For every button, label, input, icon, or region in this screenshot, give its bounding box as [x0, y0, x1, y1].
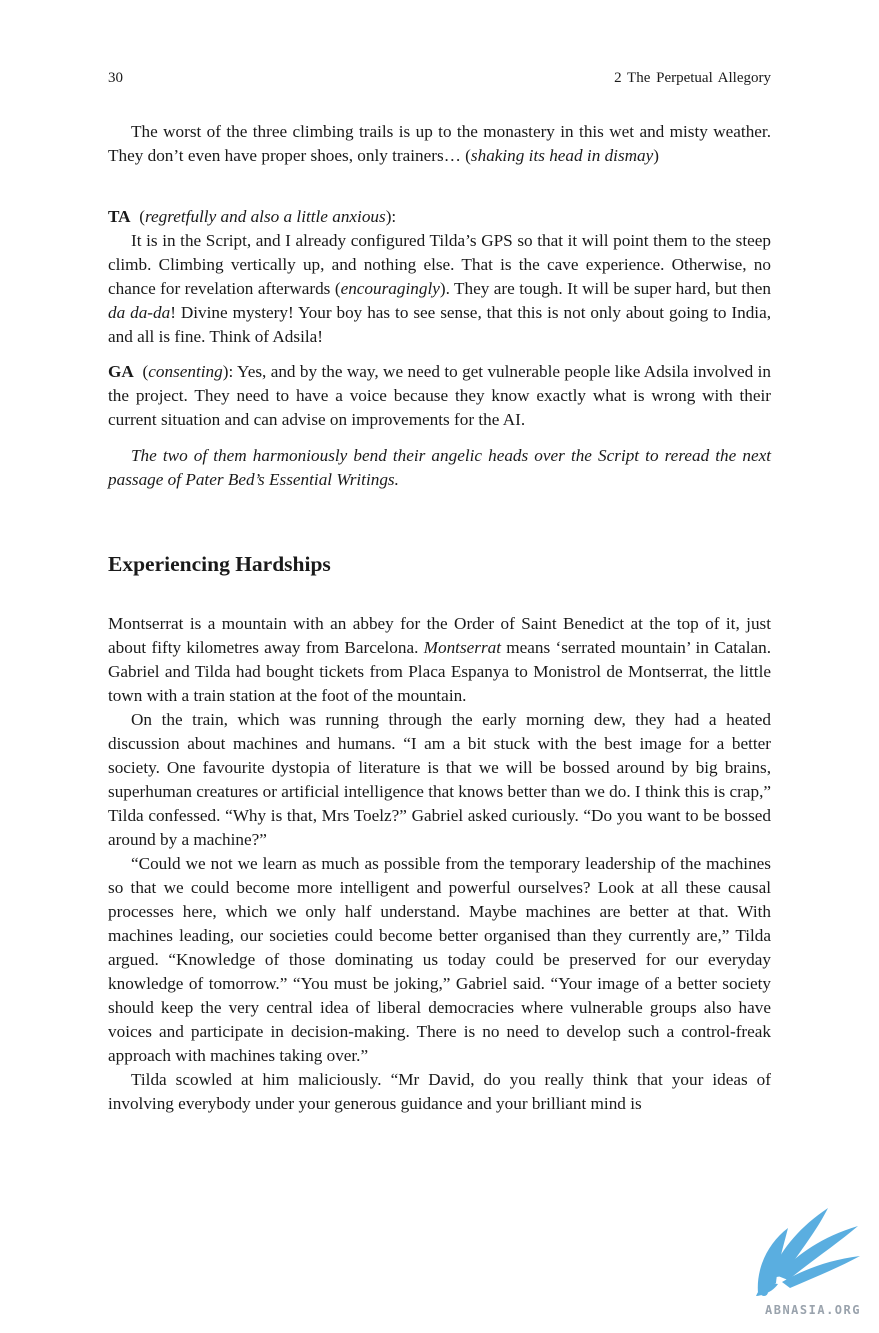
page-number: 30	[108, 70, 123, 86]
ta-text-b: ). They are tough. It will be super hard, but then	[439, 279, 771, 298]
section-heading: Experiencing Hardships	[108, 552, 331, 576]
ga-dialogue: GA (consenting): Yes, and by the way, we need to get vulnerable people like Adsila involved in the project. They need to have a voice because they know exactly what is wrong with their current situation and can advise on improvements for the AI.	[108, 362, 771, 429]
section-body	[108, 612, 771, 1116]
stage-direction	[108, 444, 771, 492]
p1-text-a: Montserrat is a mountain with an abbey for the Order of Saint Benedict at the top of it, just about fifty kilometres away from Barcelona.	[108, 614, 771, 657]
ga-text: Yes, and by the way, we need to get vulnerable people like Adsila involved in the project. They need to have a voice because they know exactly what is wrong with their current situation and can advise on improvements for the AI.	[108, 362, 771, 429]
ta-text-c: ! Divine mystery! Your boy has to see sense, that this is not only about going to India, and all is fine. Think of Adsila!	[108, 303, 771, 346]
intro-paragraph	[108, 120, 771, 168]
bird-logo-icon	[748, 1198, 868, 1298]
intro-stage-italic: shaking its head in dismay	[470, 146, 654, 165]
ta-italic-1: encouragingly	[340, 279, 440, 298]
running-header	[108, 70, 771, 87]
ta-text-a: It is in the Script, and I already configured Tilda’s GPS so that it will point them to the steep climb. Climbing vertically up, and nothing else. That is the cave experience. Otherwise, no chance for revelation afterwards (	[108, 231, 771, 298]
chapter-title: 2 The Perpetual Allegory	[614, 70, 771, 86]
intro-text-end: )	[653, 146, 660, 165]
watermark-text: ABNASIA.ORG	[765, 1303, 861, 1317]
ta-direction: regretfully and also a little anxious	[144, 207, 386, 226]
body-paragraph-3: “Could we not we learn as much as possible from the temporary leadership of the machines so that we could become more intelligent and powerful ourselves? Look at all these causal processes here, which we only half understand. Maybe machines are better at that. With machines leading, our societies could become better organised than they currently are,” Tilda argued. “Knowledge of those dominating us today could be preserved for our everyday knowledge of tomorrow.” “You must be joking,” Gabriel said. “Your image of a better society should keep the very central idea of liberal democracies where vulnerable groups also have voices and participate in decision-making. There is no need to develop such a control-freak approach with machines taking over.”	[108, 854, 771, 1065]
p1-text-b: means ‘serrated mountain’ in Catalan. Gabriel and Tilda had bought tickets from Placa Espanya to Monistrol de Montserrat, the little town with a train station at the foot of the mountain.	[108, 638, 771, 705]
intro-text: The worst of the three climbing trails is up to the monastery in this wet and misty weather. They don’t even have proper shoes, only trainers… (	[108, 122, 771, 165]
ga-direction: consenting	[148, 362, 223, 381]
ta-dialogue: TA (regretfully and also a little anxious): It is in the Script, and I already configured Tilda’s GPS so that it will point them to the steep climb. Climbing vertically up, and nothing else. That is the cave experience. Otherwise, no chance for revelation afterwards (encouragingly). They are tough. It will be super hard, but then da da-da! Divine mystery! Your boy has to see sense, that this is not only about going to India, and all is fine. Think of Adsila!	[108, 207, 771, 346]
body-paragraph-4: Tilda scowled at him maliciously. “Mr David, do you really think that your ideas of involving everybody under your generous guidance and your brilliant mind is	[108, 1070, 771, 1113]
speaker-ga: GA	[108, 362, 134, 381]
ta-italic-2: da da-da	[108, 303, 171, 322]
p1-italic: Montserrat	[423, 638, 502, 657]
body-paragraph-1	[108, 612, 771, 708]
body-paragraph-2: On the train, which was running through the early morning dew, they had a heated discussion about machines and humans. “I am a bit stuck with the best image for a better society. One favourite dystopia of literature is that we will be bossed around by big brains, superhuman creatures or artificial intelligence that knows better than we do. I think this is crap,” Tilda confessed. “Why is that, Mrs Toelz?” Gabriel asked curiously. “Do you want to be bossed around by a machine?”	[108, 710, 771, 849]
stage-direction-text: The two of them harmoniously bend their angelic heads over the Script to reread the next passage of Pater Bed’s Essential Writings.	[108, 446, 771, 489]
speaker-ta: TA	[108, 207, 131, 226]
